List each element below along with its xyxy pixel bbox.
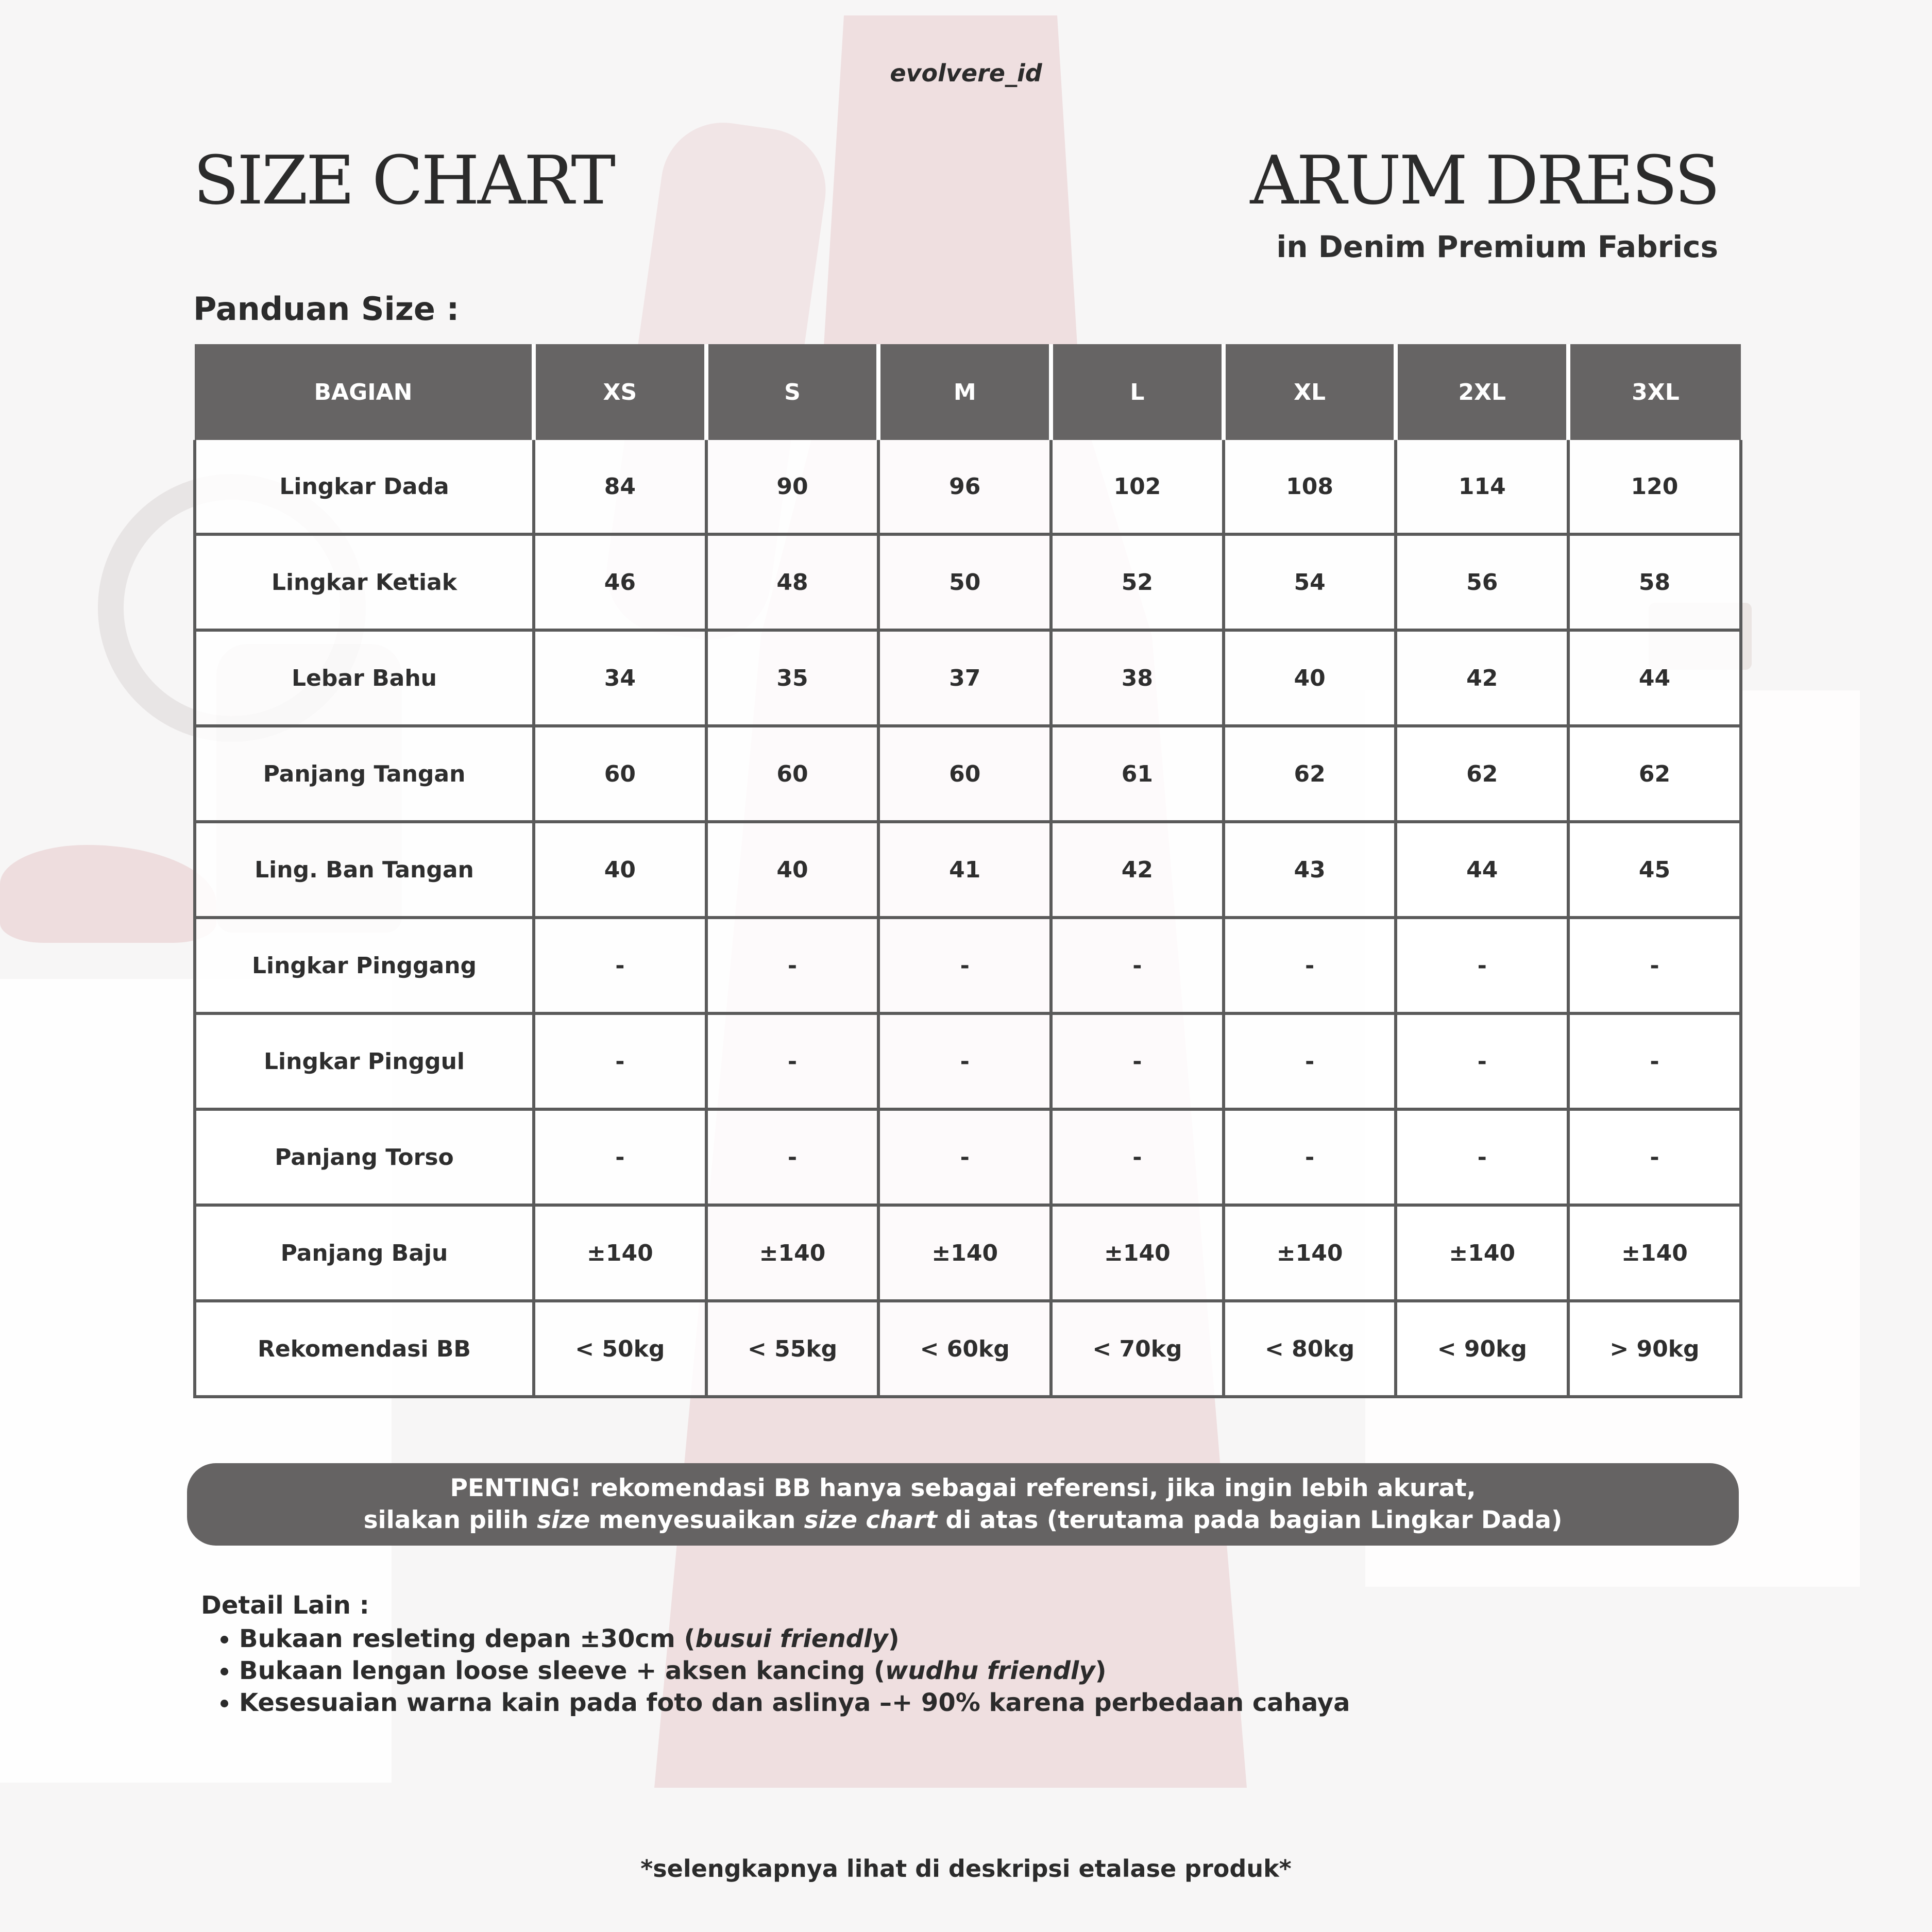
detail-emphasis: wudhu friendly xyxy=(885,1656,1095,1685)
row-label-cell: Rekomendasi BB xyxy=(195,1301,534,1397)
product-title: ARUM DRESS xyxy=(1250,141,1718,219)
size-value-cell: > 90kg xyxy=(1568,1301,1741,1397)
detail-item xyxy=(239,1623,1350,1655)
size-value-cell: - xyxy=(878,1109,1051,1205)
detail-item xyxy=(239,1655,1350,1687)
table-row xyxy=(195,726,1741,822)
brand-handle: evolvere_id xyxy=(890,59,1042,87)
size-value-cell: < 70kg xyxy=(1051,1301,1224,1397)
size-value-cell: 40 xyxy=(1224,630,1396,726)
size-value-cell: 50 xyxy=(878,534,1051,630)
size-value-cell: 34 xyxy=(534,630,706,726)
size-value-cell: - xyxy=(534,1013,706,1109)
size-value-cell: ±140 xyxy=(534,1205,706,1301)
size-value-cell: 37 xyxy=(878,630,1051,726)
size-value-cell: 62 xyxy=(1224,726,1396,822)
detail-text: ) xyxy=(888,1624,900,1653)
size-value-cell: 96 xyxy=(878,440,1051,534)
table-row xyxy=(195,440,1741,534)
header-cell-3xl: 3XL xyxy=(1568,344,1741,440)
size-value-cell: - xyxy=(1568,918,1741,1013)
size-value-cell: - xyxy=(878,918,1051,1013)
size-value-cell: - xyxy=(1051,1109,1224,1205)
header-cell-xs: XS xyxy=(534,344,706,440)
notice-emphasis: size chart xyxy=(804,1506,938,1534)
header-cell-bagian: BAGIAN xyxy=(195,344,534,440)
size-value-cell: 60 xyxy=(878,726,1051,822)
size-value-cell: 46 xyxy=(534,534,706,630)
size-value-cell: - xyxy=(534,1109,706,1205)
row-label-cell: Panjang Baju xyxy=(195,1205,534,1301)
size-value-cell: 38 xyxy=(1051,630,1224,726)
size-value-cell: 56 xyxy=(1396,534,1568,630)
row-label-cell: Lebar Bahu xyxy=(195,630,534,726)
size-value-cell: 42 xyxy=(1396,630,1568,726)
notice-emphasis: size xyxy=(537,1506,590,1534)
size-value-cell: 60 xyxy=(534,726,706,822)
detail-text: Bukaan resleting depan ±30cm ( xyxy=(239,1624,696,1653)
size-value-cell: 62 xyxy=(1396,726,1568,822)
size-value-cell: 41 xyxy=(878,822,1051,918)
header-cell-m: M xyxy=(878,344,1051,440)
header-cell-2xl: 2XL xyxy=(1396,344,1568,440)
row-label-cell: Lingkar Ketiak xyxy=(195,534,534,630)
size-value-cell: 102 xyxy=(1051,440,1224,534)
table-row xyxy=(195,822,1741,918)
size-value-cell: - xyxy=(1224,918,1396,1013)
notice-text: silakan pilih xyxy=(363,1506,537,1534)
details-title: Detail Lain : xyxy=(201,1591,369,1620)
notice-text: di atas (terutama pada bagian Lingkar Dada) xyxy=(937,1506,1563,1534)
row-label-cell: Lingkar Dada xyxy=(195,440,534,534)
header-cell-s: S xyxy=(706,344,879,440)
size-value-cell: < 55kg xyxy=(706,1301,879,1397)
size-value-cell: 108 xyxy=(1224,440,1396,534)
size-value-cell: 40 xyxy=(706,822,879,918)
notice-line-1: PENTING! rekomendasi BB hanya sebagai referensi, jika ingin lebih akurat, xyxy=(450,1474,1476,1502)
size-value-cell: 90 xyxy=(706,440,879,534)
size-value-cell: ±140 xyxy=(1396,1205,1568,1301)
notice-text: menyesuaikan xyxy=(590,1506,804,1534)
important-notice xyxy=(187,1463,1739,1546)
product-subtitle: in Denim Premium Fabrics xyxy=(1276,229,1718,264)
size-value-cell: 45 xyxy=(1568,822,1741,918)
table-row xyxy=(195,630,1741,726)
size-value-cell: - xyxy=(1568,1109,1741,1205)
notice-line-2 xyxy=(187,1504,1739,1536)
size-value-cell: < 90kg xyxy=(1396,1301,1568,1397)
size-value-cell: 43 xyxy=(1224,822,1396,918)
size-value-cell: < 60kg xyxy=(878,1301,1051,1397)
section-label: Panduan Size : xyxy=(193,290,460,328)
detail-text: Kesesuaian warna kain pada foto dan aslinya –+ 90% karena perbedaan cahaya xyxy=(239,1688,1350,1717)
table-body xyxy=(195,440,1741,1397)
table-row xyxy=(195,534,1741,630)
size-value-cell: 48 xyxy=(706,534,879,630)
size-value-cell: 35 xyxy=(706,630,879,726)
table-row xyxy=(195,918,1741,1013)
size-value-cell: 62 xyxy=(1568,726,1741,822)
size-table-wrapper xyxy=(193,344,1739,1398)
detail-text: ) xyxy=(1095,1656,1107,1685)
size-value-cell: - xyxy=(878,1013,1051,1109)
size-value-cell: 40 xyxy=(534,822,706,918)
size-value-cell: 61 xyxy=(1051,726,1224,822)
size-value-cell: < 50kg xyxy=(534,1301,706,1397)
size-value-cell: - xyxy=(706,1109,879,1205)
size-value-cell: 54 xyxy=(1224,534,1396,630)
size-value-cell: - xyxy=(1568,1013,1741,1109)
table-row xyxy=(195,1205,1741,1301)
size-value-cell: < 80kg xyxy=(1224,1301,1396,1397)
size-value-cell: ±140 xyxy=(706,1205,879,1301)
size-value-cell: ±140 xyxy=(1051,1205,1224,1301)
detail-text: Bukaan lengan loose sleeve + aksen kancing ( xyxy=(239,1656,885,1685)
size-table xyxy=(193,344,1742,1398)
row-label-cell: Panjang Torso xyxy=(195,1109,534,1205)
details-list xyxy=(201,1623,1350,1719)
size-value-cell: 44 xyxy=(1396,822,1568,918)
size-value-cell: 52 xyxy=(1051,534,1224,630)
size-value-cell: 58 xyxy=(1568,534,1741,630)
header-cell-l: L xyxy=(1051,344,1224,440)
size-value-cell: 84 xyxy=(534,440,706,534)
header-cell-xl: XL xyxy=(1224,344,1396,440)
size-value-cell: ±140 xyxy=(1568,1205,1741,1301)
size-value-cell: - xyxy=(1224,1109,1396,1205)
detail-emphasis: busui friendly xyxy=(695,1624,888,1653)
row-label-cell: Lingkar Pinggul xyxy=(195,1013,534,1109)
size-value-cell: 120 xyxy=(1568,440,1741,534)
table-header-row xyxy=(195,344,1741,440)
page-title: SIZE CHART xyxy=(193,141,614,219)
table-row xyxy=(195,1109,1741,1205)
size-value-cell: - xyxy=(1396,918,1568,1013)
table-row xyxy=(195,1013,1741,1109)
size-value-cell: - xyxy=(1051,918,1224,1013)
size-value-cell: - xyxy=(706,918,879,1013)
footer-note: *selengkapnya lihat di deskripsi etalase produk* xyxy=(640,1855,1292,1883)
row-label-cell: Lingkar Pinggang xyxy=(195,918,534,1013)
size-value-cell: - xyxy=(534,918,706,1013)
size-value-cell: ±140 xyxy=(878,1205,1051,1301)
detail-item xyxy=(239,1687,1350,1719)
size-value-cell: - xyxy=(706,1013,879,1109)
table-row xyxy=(195,1301,1741,1397)
size-value-cell: 44 xyxy=(1568,630,1741,726)
size-value-cell: 60 xyxy=(706,726,879,822)
row-label-cell: Panjang Tangan xyxy=(195,726,534,822)
size-value-cell: - xyxy=(1396,1109,1568,1205)
size-value-cell: ±140 xyxy=(1224,1205,1396,1301)
size-value-cell: 42 xyxy=(1051,822,1224,918)
size-value-cell: 114 xyxy=(1396,440,1568,534)
size-value-cell: - xyxy=(1396,1013,1568,1109)
size-value-cell: - xyxy=(1051,1013,1224,1109)
row-label-cell: Ling. Ban Tangan xyxy=(195,822,534,918)
size-value-cell: - xyxy=(1224,1013,1396,1109)
